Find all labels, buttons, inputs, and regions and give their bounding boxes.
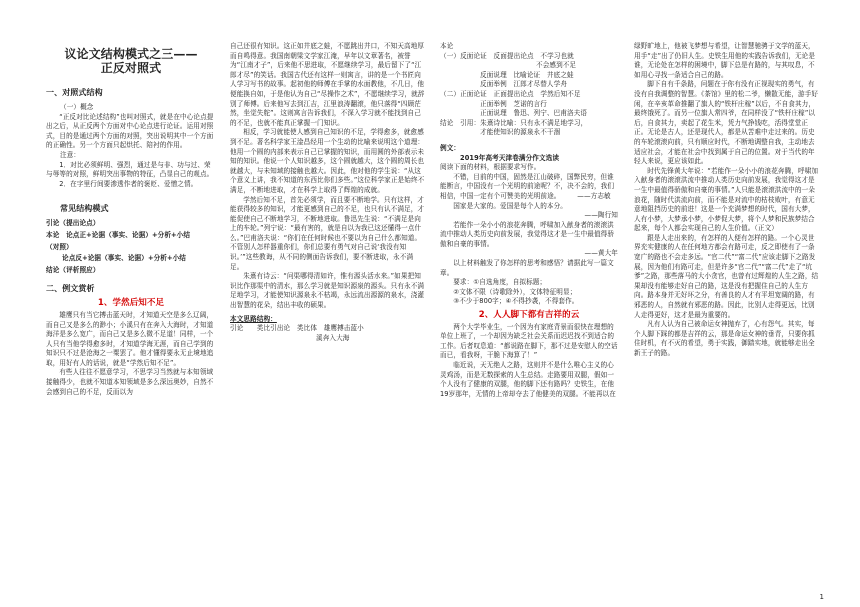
example-1-heading: 1、学然后知不足: [97, 298, 165, 309]
col4-paragraph-3: 时代先锋黄大年说：“若能作一朵小小的浪花奔腾，呼啸加入献身者的滚滚洪流中推动人类历史向前发展，我觉得这才是一生中最值得骄傲和自豪的事情。”人只能是滚滚洪流中的一朵浪花，随时代洪流向前，而不能是对流中的枯枝败叶，有意无意地阻挡历史的前进！这是一个充满梦想的时代，国有大梦，人有小梦，大梦承小梦，小梦促大梦，将个人梦和民族梦结合起来，每个人都会实现自己的人生价值。（正文）: [634, 166, 819, 233]
structure-conclusion: 结论（评析照应）: [46, 265, 100, 274]
structure-analysis-line-1: 引论 类比引出论 类比体 雄鹰搏击蓝小: [230, 324, 364, 333]
section-2-heading: 二、例文赏析: [46, 284, 95, 294]
example-1-paragraph-2: 有些人往往不愿意学习，不思学习当然就与本知领域接触得少，也就不知道本知领域是多么深远奥妙，自然不会感到自己的不足，反而以为: [46, 368, 214, 396]
outline-pos-3: 正面说理 鲁迅、列宁、巴甫洛夫语: [480, 109, 588, 118]
example-2-paragraph-2: 临近说，天无绝人之路，这则并不是什么唯心主义的心灵鸡汤，而是无数探索的人生总结。走路要用双腿，假如一个人没有了健康的双腿，他的脚下还有路吗？史铁生，在他19岁那年，无情的上帝却夺去了他健美的双腿。不能再以在: [440, 361, 616, 398]
title-line-2: 正反对照式: [100, 61, 162, 75]
col4-paragraph-5: 凡有人认为自己被命运女神抛弃了，心有怨气。其实，每个人脚下踩的都是吉祥的云，那是命运女神的垂青，只要你抓住时机，有不灭的希望，勇于实践，御踏实地，就能够走出全新王子的路。: [634, 320, 815, 357]
material-2: 国家是大家的。爱国是每个人的本分。: [453, 201, 567, 210]
col2-paragraph-1: 自己还很有知识。这正如井底之蛙，不愿跳出井口，不知天高地厚而自鸣得意。我国南朝梁文学家江淹，早年以文章著名，被誉为“江南才子”，后来他不思进取，不愿继续学习，最后留下了“江郎才尽”的笑话。我国古代还有这样一则寓言，讲的是一个书匠向人学习写书的故事。起初他的师傅在手掌的水面教他，不几日，他便能换自如，于是他认为自己“尽操作之术”，不愿继续学习，就辞别了师傅。后来他写去到江吉，江里浪涛翻滚，他只落得“四顾茫然，坐觉失舵”。这则寓言告诉我们，不深入学习就不能找到自己的不足，也就不能真正掌握一门知识。: [230, 42, 425, 127]
structure-body-negative: 论点反+论据（事实、论据）+分析+小结: [62, 254, 186, 263]
outline-conclusion-b: 才能使知识的源泉永不干涸: [480, 128, 561, 137]
structure-intro: 引论（提出论点）: [46, 219, 100, 228]
common-structure-heading: 常见结构模式: [60, 204, 109, 214]
page-number: 1: [819, 593, 824, 601]
column-4: [634, 42, 820, 589]
note-1: 1．对比必须鲜明、强烈，通过是与非、功与过、荣与辱等的对照，鲜明突出事物的特征，凸显自己的观点。: [46, 160, 214, 179]
material-3: 若能作一朵小小的浪花奔腾，呼啸加入献身者的滚滚洪流中推动人类历史向前发展，我觉得这才是一生中最值得骄傲和自豪的事情。: [440, 220, 615, 248]
column-3: [440, 42, 618, 589]
example-2-heading: 2、人人脚下都有吉祥的云: [478, 310, 580, 321]
col2-paragraph-4: 朱熹有诗云：“问渠哪得清如许，惟有源头活水来。”如果把知识比作那渠中的清水，那么学习就是知识源泉的源头。只有永不满足地学习，才能使知识源泉永不枯竭，永远流出源源的泉水，浇灌出智慧的花朵，结出丰收的硕果。: [230, 272, 425, 310]
prompt-requirement-1: 要求：①自选角度，自拟标题；: [453, 278, 547, 287]
col2-paragraph-2: 相反，学习就能使人感到自己知识的不足，学得愈多，就愈感到不足。著名科学家王淦昌经用一个生动的比喻来说明这个道理：他用一个圆的内部来表示自己已掌握的知识，而用圆的外部表示未知的知识。他说一个人知识越多，这个圆就越大，这个圆的周长也就越大，与未知域的接触也越大。因此，他对他的学生说：“从这个意义上讲，我不知道的东西比你们多些。”这位科学家正是始终不满足，不断地进取，才在科学上取得了辉煌的成就。: [230, 128, 425, 194]
section-1-heading: 一、对照式结构: [46, 88, 103, 97]
prompt-requirement-3: ③不少于800字；④不得抄袭，不得套作。: [453, 297, 579, 306]
column-2: [230, 42, 426, 589]
outline-pos-1: （二）正面论证 正面提出论点 学然后知不足: [440, 89, 581, 98]
example-source-title: 2019年高考天津卷满分作文选读: [460, 153, 560, 162]
document-title: [46, 47, 216, 75]
outline-neg-2: 反面说理 比喻论证 井底之蛙: [480, 70, 574, 79]
title-line-1: 议论文结构模式之三——: [64, 47, 198, 61]
col4-paragraph-1: 绿野旷地上，他被飞梦想与希望，让智慧驰骋于文学的蓝天，用手“走”出了仍旧人生。史铁生用他的实践告诉我们，无论是谁，无论处在怎样的困境中，脚下总是有路的，与其叹息，不如用心寻找一条适合自己的路。: [634, 42, 816, 79]
material-1: 不错，目前的中国，固然是江山破碎，国弊民穷，但谁能断言，中国没有一个光明的前途呢？不，决不会的，我们相信，中国一定有个可赞美的光明前途。 ——方志敏: [440, 172, 615, 200]
prompt-requirement-2: ②文体不限（诗歌除外），文体特征明显；: [453, 287, 577, 296]
outline-body: 本论: [440, 42, 454, 50]
note-2: 2．在字里行间要渗透作者的褒贬、爱憎之情。: [59, 179, 198, 188]
outline-conclusion: 结论 引用：朱熹诗比喻：只有永不满足地学习，: [440, 118, 588, 127]
material-2-author: ——陶行知: [584, 211, 618, 220]
structure-analysis-line-2: 溪奔入大海: [316, 333, 350, 342]
outline-pos-2: 正面举例 芝诺的言行: [480, 99, 547, 108]
structure-analysis-heading: 本文思路结构：: [230, 314, 277, 323]
example-label: 例文：: [440, 143, 461, 152]
col2-paragraph-3: 学然后知不足，首先必须学，而且要不断地学。只有这样，才能获得较多的知识，才能更感到自己的不足，也只有认不满足，才能促使自己不断地学习，不断地进取。鲁迅先生说：“不满足是向上的车轮。”列宁说：“最有害的，就是自以为我已这还懂得一点什么。”巴甫洛夫说：“你们在任何时候也不要以为自己什么都知道。不管别人怎样器重你们，你们总要有勇气对自己说‘我没有知识。’”这些教诲，从不同的侧面告诉我们，要不断进取，永不满足。: [230, 195, 425, 271]
material-3-author: ——黄大年: [584, 249, 618, 258]
example-2-paragraph-1: 两个大学毕业生，一个因为有家庭背景而很快在理想的单位上班了，一个却因为缺乏社会关系而迟迟找不到适合的工作。后者叹息道：“都说路在脚下，那不过是安慰人的空话而已，看我呀，干脆下海算了！”: [440, 322, 618, 360]
col4-paragraph-2: 脚下自有千条路，问题在于你有没有正视现实的勇气，有没有自我调整的智慧。《茶馆》里的松二爷，懒散无能，游手好闲，在辛亥革命推翻了旗人的“铁杆庄稼”以后，不自食其力，最终饿死了。而另一位旗人常四爷，在同样没了“铁杆庄稼”以后，自食其力，卖起了花生米，凭力气挣钱吃，活得堂堂正正。无论是古人，还是现代人，都是从苦难中走过来的。历史的车轮滚滚向前，只有顺应时代，不断地调整自我，主动地去适应社会，才能在社会中找到属于自己的位置。对于当代的年轻人来说，更应该如此。: [634, 80, 819, 166]
concept-heading: （一）概念: [60, 103, 94, 111]
note-heading: 注意：: [60, 150, 81, 159]
column-1: [46, 42, 216, 589]
prompt-question: 以上材料触发了你怎样的思考和感悟？请据此写一篇文章。: [440, 259, 614, 277]
structure-body-positive: 本论 论点正+论据（事实、论据）+分析+小结: [46, 230, 191, 239]
col4-paragraph-4: 跟是人走出来的，有怎样的人便有怎样的路。一个心灵世界充实健康的人在任何地方都会有路可走，反之即使有了一条宽广的路也不会走多远。“官二代”“富二代”应该走脚下之路发展，因为他们有路可走，但是许多“官二代”“富二代”走了“坑爹”之路，那些落马的大小贪官，也曾有过辉煌的人生之路，结果却没有能够走好自己的路，这是没有把握住自己的人生方向。路本身并无好坏之分，有善良的人才有平坦宽阔的路，有邪恶的人，自然就有邪恶的路。因此，比别人走得更远，比别人走得更好，这才是最为重要的。: [634, 233, 819, 319]
outline-neg-1b: 不会感到不足: [536, 61, 577, 70]
outline-neg-3: 反面举例 江郎才尽替人学舟: [480, 80, 568, 89]
concept-paragraph: “正反对比论述结构”也叫对照式，就是在中心论点提出之后，从正反两个方面对中心论点进行论证。运用对照式，目的是通过两个方面的对照，突出说明其中一个方面的正确性。另一个方面只起烘托、陪衬的作用。: [46, 112, 214, 150]
outline-neg-1: （一）反面论证 反面提出论点 不学习也就: [440, 51, 574, 60]
structure-contrast: （对照）: [46, 242, 73, 251]
example-1-paragraph-1: 雄鹰只有当它搏击蓝天时，才知道天空是多么辽阔，而自己又是多么的渺小；小溪只有在奔入大海时，才知道海洋是多么宽广，而自己又是多么微不足道！同样，一个人只有当他学得愈多时，才知道学海无涯，而自己学到的知识只不过是沧海之一粟罢了。他才懂得要永无止境地追取，用好有人的话说，就是“学然后知不足”。: [46, 310, 214, 367]
example-requirement: 阅读下面的材料，根据要求写作。: [440, 163, 541, 172]
